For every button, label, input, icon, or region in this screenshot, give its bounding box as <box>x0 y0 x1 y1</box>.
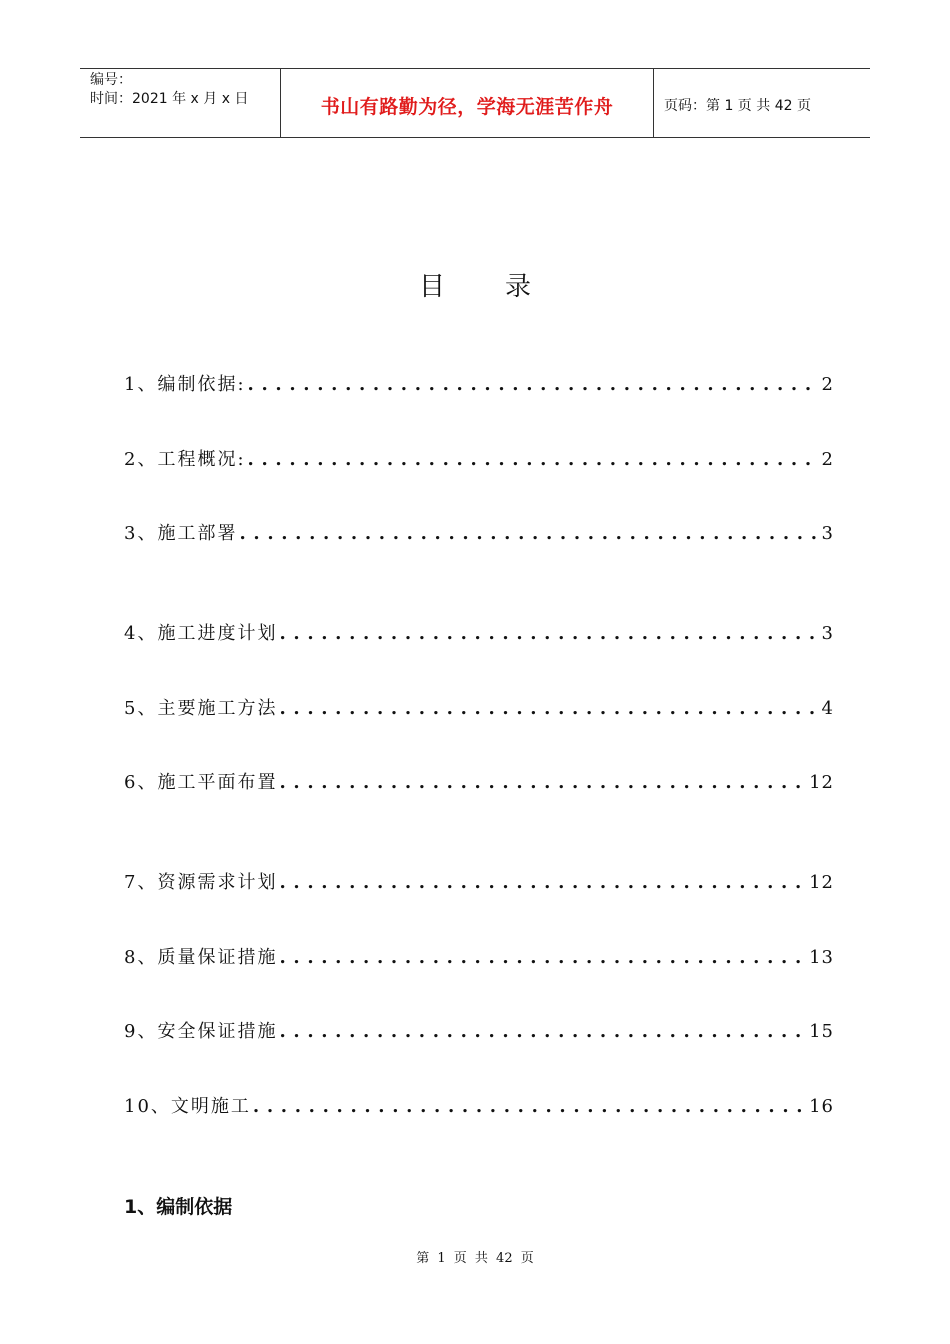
toc-entry-page: 3 <box>821 623 834 644</box>
motto-text: 书山有路勤为径，学海无涯苦作舟 <box>320 95 614 118</box>
toc-entry[interactable] <box>124 694 834 720</box>
section-heading: 1、编制依据 <box>124 1196 233 1218</box>
toc-entry-label: 5、主要施工方法 <box>124 698 278 719</box>
header-meta <box>80 69 281 137</box>
toc-entry[interactable] <box>124 519 834 545</box>
toc-leader-dots <box>279 947 807 968</box>
toc-leader-dots <box>279 872 807 893</box>
toc-entry-label: 2、工程概况: <box>124 449 246 470</box>
toc-entry-page: 2 <box>821 374 834 395</box>
toc-entry[interactable] <box>124 619 834 645</box>
toc-entry[interactable] <box>124 1017 834 1043</box>
toc-leader-dots <box>279 1021 807 1042</box>
toc-entry-label: 3、施工部署 <box>124 523 238 544</box>
header-page-info: 页码：第 1 页 共 42 页 <box>664 98 811 114</box>
page-header <box>80 68 870 138</box>
toc-entry[interactable] <box>124 868 834 894</box>
toc-entry-label: 9、安全保证措施 <box>124 1021 278 1042</box>
toc-entry-label: 10、文明施工 <box>124 1096 251 1117</box>
toc-entry-page: 15 <box>809 1021 834 1042</box>
toc-entry-label: 7、资源需求计划 <box>124 872 278 893</box>
toc-entry-page: 12 <box>809 872 834 893</box>
toc-entry[interactable] <box>124 1092 834 1118</box>
toc-leader-dots <box>239 523 819 544</box>
page-footer: 第 1 页 共 42 页 <box>416 1251 534 1266</box>
toc-entry[interactable] <box>124 768 834 794</box>
toc-entry-page: 2 <box>821 449 834 470</box>
toc-entry-page: 3 <box>821 523 834 544</box>
header-motto-cell <box>281 69 654 137</box>
toc-title: 目录 <box>418 272 591 302</box>
toc-leader-dots <box>248 374 820 395</box>
toc-entry-page: 4 <box>821 698 834 719</box>
toc-leader-dots <box>253 1096 807 1117</box>
toc-leader-dots <box>279 698 819 719</box>
document-date: 时间：2021 年 x 月 x 日 <box>90 91 249 107</box>
toc-leader-dots <box>279 772 807 793</box>
toc-entry-label: 4、施工进度计划 <box>124 623 278 644</box>
toc-entry-page: 16 <box>809 1096 834 1117</box>
toc-entry[interactable] <box>124 943 834 969</box>
toc-entry-label: 6、施工平面布置 <box>124 772 278 793</box>
toc-entry-label: 1、编制依据: <box>124 374 246 395</box>
header-page-info-cell <box>654 69 870 137</box>
document-number: 编号： <box>90 72 132 88</box>
toc-entry-label: 8、质量保证措施 <box>124 947 278 968</box>
toc-entry[interactable] <box>124 370 834 396</box>
toc-leader-dots <box>248 449 820 470</box>
toc-entry-page: 13 <box>809 947 834 968</box>
toc-entry-page: 12 <box>809 772 834 793</box>
toc-leader-dots <box>279 623 819 644</box>
toc-entry[interactable] <box>124 445 834 471</box>
